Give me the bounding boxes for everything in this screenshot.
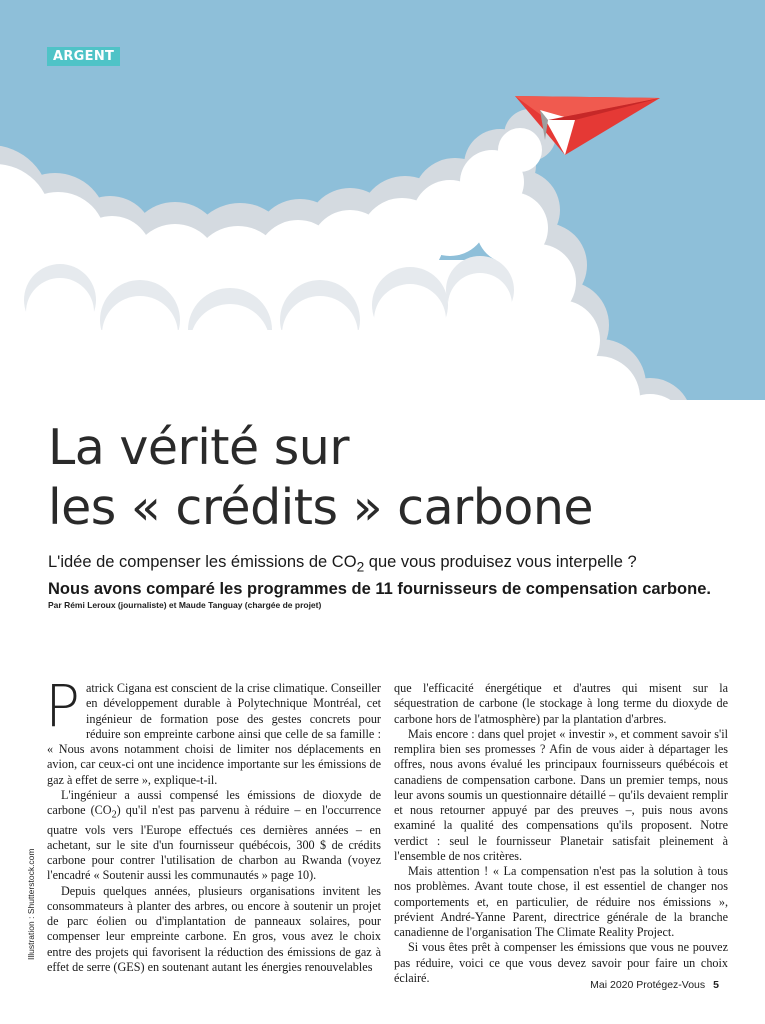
paragraph-5: Mais attention ! « La compensation n'est pas la solution à tous nos problèmes. Avant toute chose, il est essentiel de changer nos comportements et, en particulier, de réduire nos émissions », prévient André-Yanne Parent, directrice générale de la branche canadienne de l'organisation The Climate Reality Project. bbox=[394, 864, 728, 939]
headline-line-2: les « crédits » carbone bbox=[48, 479, 594, 536]
paragraph-2-end: ) qu'il n'est pas parvenu à réduire – en l'occurrence quatre vols vers l'Europe effectués ces dernières années – en achetant, sur le site d'un fournisseur québécois, 300 $ de crédits carbone pour contrer l'utilisation de charbon au Rwanda (voyez l'encadré « Soutenir aussi les communautés » page 10). bbox=[47, 803, 381, 883]
paragraph-6: Si vous êtes prêt à compenser les émissions que vous ne pouvez pas réduire, voici ce que vous devez savoir pour faire un choix éclairé. bbox=[394, 940, 728, 985]
byline: Par Rémi Leroux (journaliste) et Maude Tanguay (chargée de projet) bbox=[48, 600, 322, 610]
headline bbox=[48, 418, 738, 538]
section-tag: ARGENT bbox=[47, 47, 120, 66]
paragraph-4: Mais encore : dans quel projet « investir », et comment savoir s'il remplira bien ses promesses ? Afin de vous aider à départager les offres, nous avons évalué les principaux fournisseurs québécois et canadiens de compensation carbone. Dans un premier temps, nous leur avons soumis un questionnaire détaillé – qu'ils devaient remplir et nous retourner appuyé par des preuves –, puis nous avons examiné la qualité des compensations qu'ils proposent. Notre verdict : seul le fournisseur Planetair satisfait pleinement à l'ensemble de nos critères. bbox=[394, 726, 728, 863]
drop-cap: P bbox=[45, 672, 80, 740]
page-footer bbox=[590, 979, 719, 991]
dek-line-1 bbox=[48, 551, 748, 578]
dek-line-1-text: L'idée de compenser les émissions de CO bbox=[48, 553, 357, 571]
issue-label: Mai 2020 Protégez-Vous bbox=[590, 979, 706, 991]
paragraph-1-text: atrick Cigana est conscient de la crise climatique. Conseiller en développement durable à Polytechnique Montréal, cet ingénieur de formation pose des gestes concrets pour réduire son empreinte carbone ainsi que celle de sa famille : « Nous avons notamment choisi de limiter nos déplacements en avion, car ceux-ci ont une incidence importante sur les émissions de gaz à effet de serre », explique-t-il. bbox=[47, 681, 381, 787]
paragraph-3: Depuis quelques années, plusieurs organisations invitent les consommateurs à planter des arbres, ou encore à soutenir un projet de parc éolien ou d'implantation de panneaux solaires, pour compenser leur empreinte carbone. En gros, vous avez le choix entre des projets qui favorisent la réduction des émissions de gaz à effet de serre (GES) en soutenant autant les énergies renouvelables bbox=[47, 883, 381, 974]
dek-line-2: Nous avons comparé les programmes de 11 fournisseurs de compensation carbone. bbox=[48, 580, 711, 599]
body-column-left bbox=[45, 672, 381, 975]
dek bbox=[48, 551, 748, 600]
page-number: 5 bbox=[713, 979, 719, 991]
co2-subscript: 2 bbox=[356, 559, 365, 575]
co2-subscript: 2 bbox=[111, 809, 117, 821]
paragraph-1 bbox=[45, 672, 381, 788]
headline-line-1: La vérité sur bbox=[48, 419, 349, 476]
paragraph-2 bbox=[47, 788, 381, 884]
paragraph-2-text: L'ingénieur a aussi compensé les émissions de dioxyde de carbone (CO bbox=[47, 787, 381, 817]
dek-line-1-end: que vous produisez vous interpelle ? bbox=[364, 553, 637, 571]
body-column-right bbox=[394, 681, 728, 986]
paragraph-3-continued: que l'efficacité énergétique et d'autres qui misent sur la séquestration de carbone (le stockage à long terme du dioxyde de carbone hors de l'atmosphère) par la plantation d'arbres. bbox=[394, 681, 728, 726]
illustration-credit: Illustration : Shutterstock.com bbox=[26, 848, 36, 960]
